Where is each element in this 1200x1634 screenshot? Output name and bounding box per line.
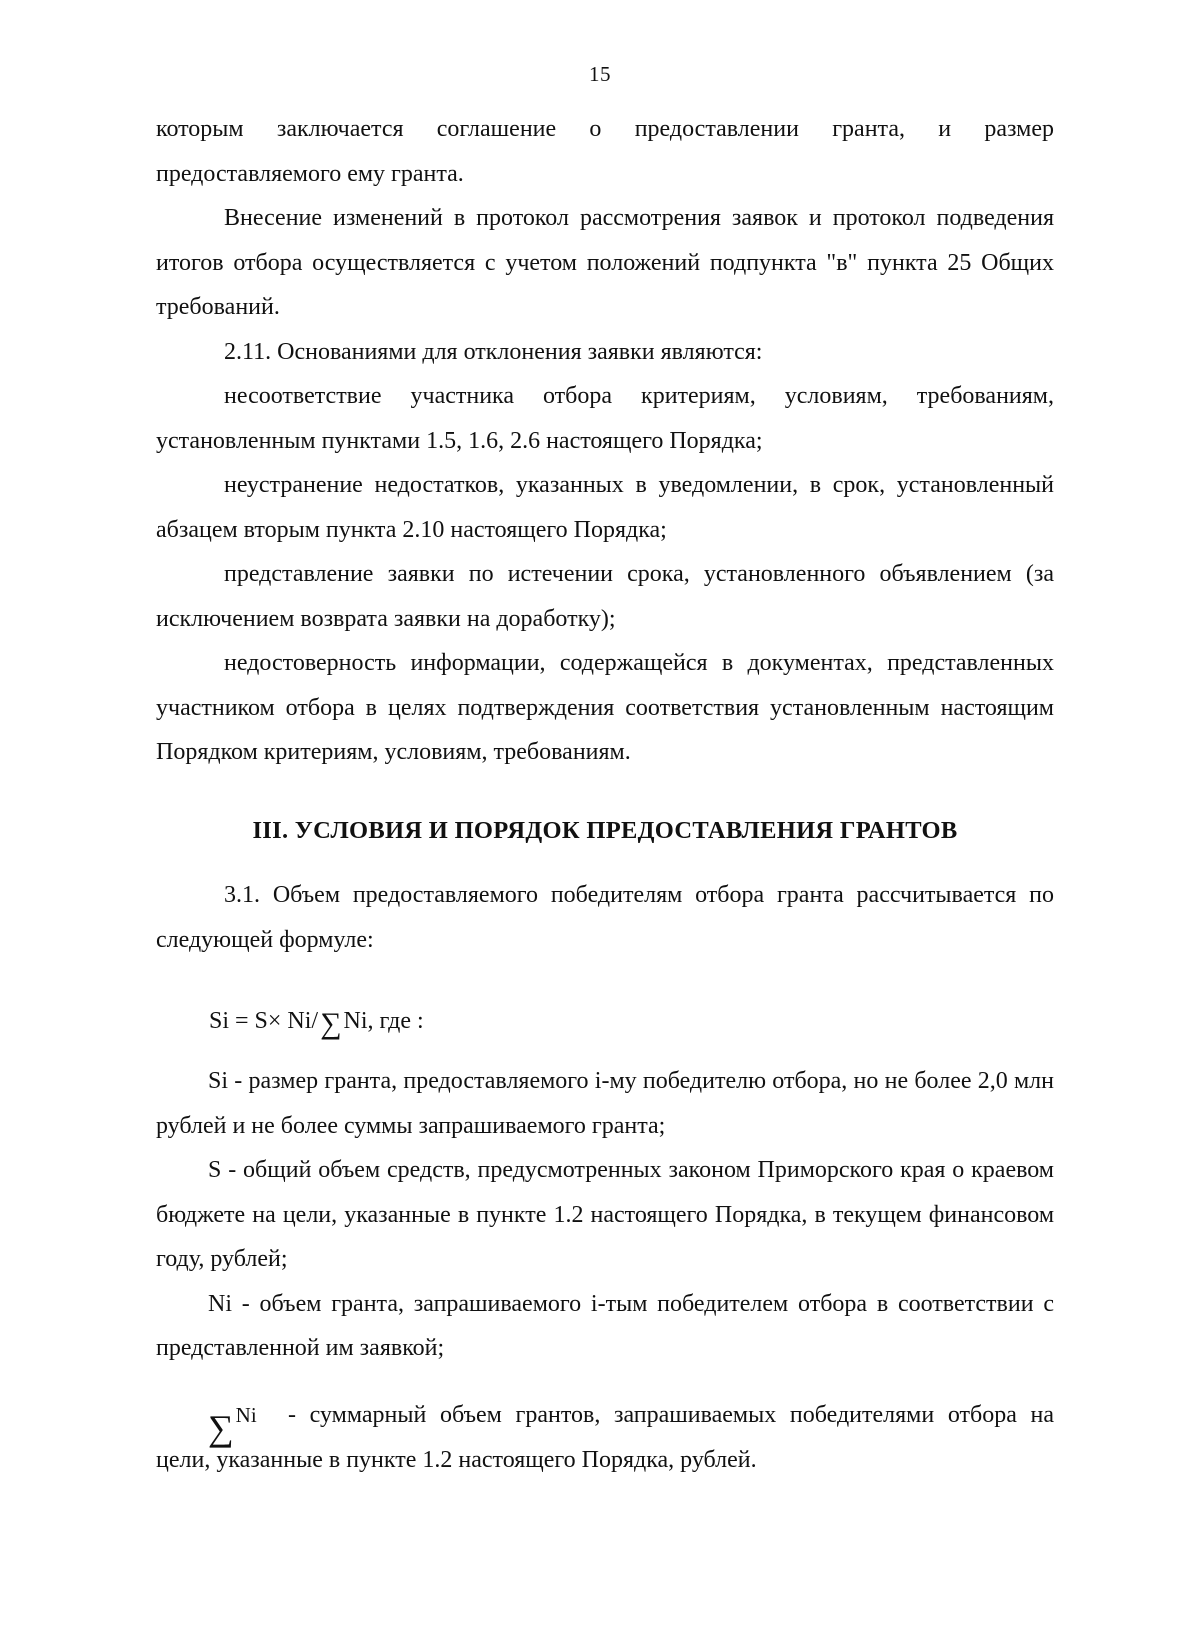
definition-si: Si - размер гранта, предоставляемого i-му победителю отбора, но не более 2,0 млн рублей и не более суммы запрашиваемого гранта;: [156, 1068, 1054, 1139]
formula-right: Ni, где :: [343, 1008, 424, 1034]
paragraph: Внесение изменений в протокол рассмотрения заявок и протокол подведения итогов отбора осуществляется с учетом положений подпункта "в" пункта 25 Общих требований.: [156, 205, 1054, 320]
body-text-top: [156, 107, 1054, 775]
paragraph: несоответствие участника отбора критериям, условиям, требованиям, установленным пунктами 1.5, 1.6, 2.6 настоящего Порядка;: [156, 383, 1054, 454]
paragraph: неустранение недостатков, указанных в уведомлении, в срок, установленный абзацем вторым пункта 2.10 настоящего Порядка;: [156, 472, 1054, 543]
section-heading: III. УСЛОВИЯ И ПОРЯДОК ПРЕДОСТАВЛЕНИЯ ГРАНТОВ: [252, 817, 958, 844]
sum-ni-symbol: [208, 1393, 257, 1452]
definition-s: S - общий объем средств, предусмотренных законом Приморского края о краевом бюджете на цели, указанные в пункте 1.2 настоящего Порядка, в текущем финансовом году, рублей;: [156, 1157, 1054, 1272]
grant-formula: [209, 1008, 424, 1039]
definition-ni: Ni - объем гранта, запрашиваемого i-тым победителем отбора в соответствии с представленной им заявкой;: [156, 1290, 1054, 1361]
sum-definition: [156, 1393, 1054, 1482]
sum-definition-text: - суммарный объем грантов, запрашиваемых победителями отбора на цели, указанные в пункте 1.2 настоящего Порядка, рублей.: [156, 1402, 1054, 1473]
sigma-subscript: Ni: [235, 1403, 257, 1427]
paragraph: 2.11. Основаниями для отклонения заявки являются:: [224, 338, 763, 365]
formula-left: Si = S× Ni/: [209, 1008, 319, 1034]
sigma-symbol: ∑: [208, 1408, 234, 1448]
sigma-symbol: ∑: [320, 1007, 342, 1040]
paragraph: представление заявки по истечении срока, установленного объявлением (за исключением возврата заявки на доработку);: [156, 561, 1054, 632]
paragraph: которым заключается соглашение о предоставлении гранта, и размер предоставляемого ему гранта.: [156, 116, 1054, 187]
formula-definitions: [156, 1059, 1054, 1371]
body-text-section3: [156, 873, 1054, 962]
page-number: 15: [589, 62, 611, 86]
paragraph: недостоверность информации, содержащейся в документах, представленных участником отбора в целях подтверждения соответствия установленным настоящим Порядком критериям, условиям, требованиям.: [156, 650, 1054, 765]
paragraph-3-1: 3.1. Объем предоставляемого победителям отбора гранта рассчитывается по следующей формуле:: [156, 882, 1054, 953]
